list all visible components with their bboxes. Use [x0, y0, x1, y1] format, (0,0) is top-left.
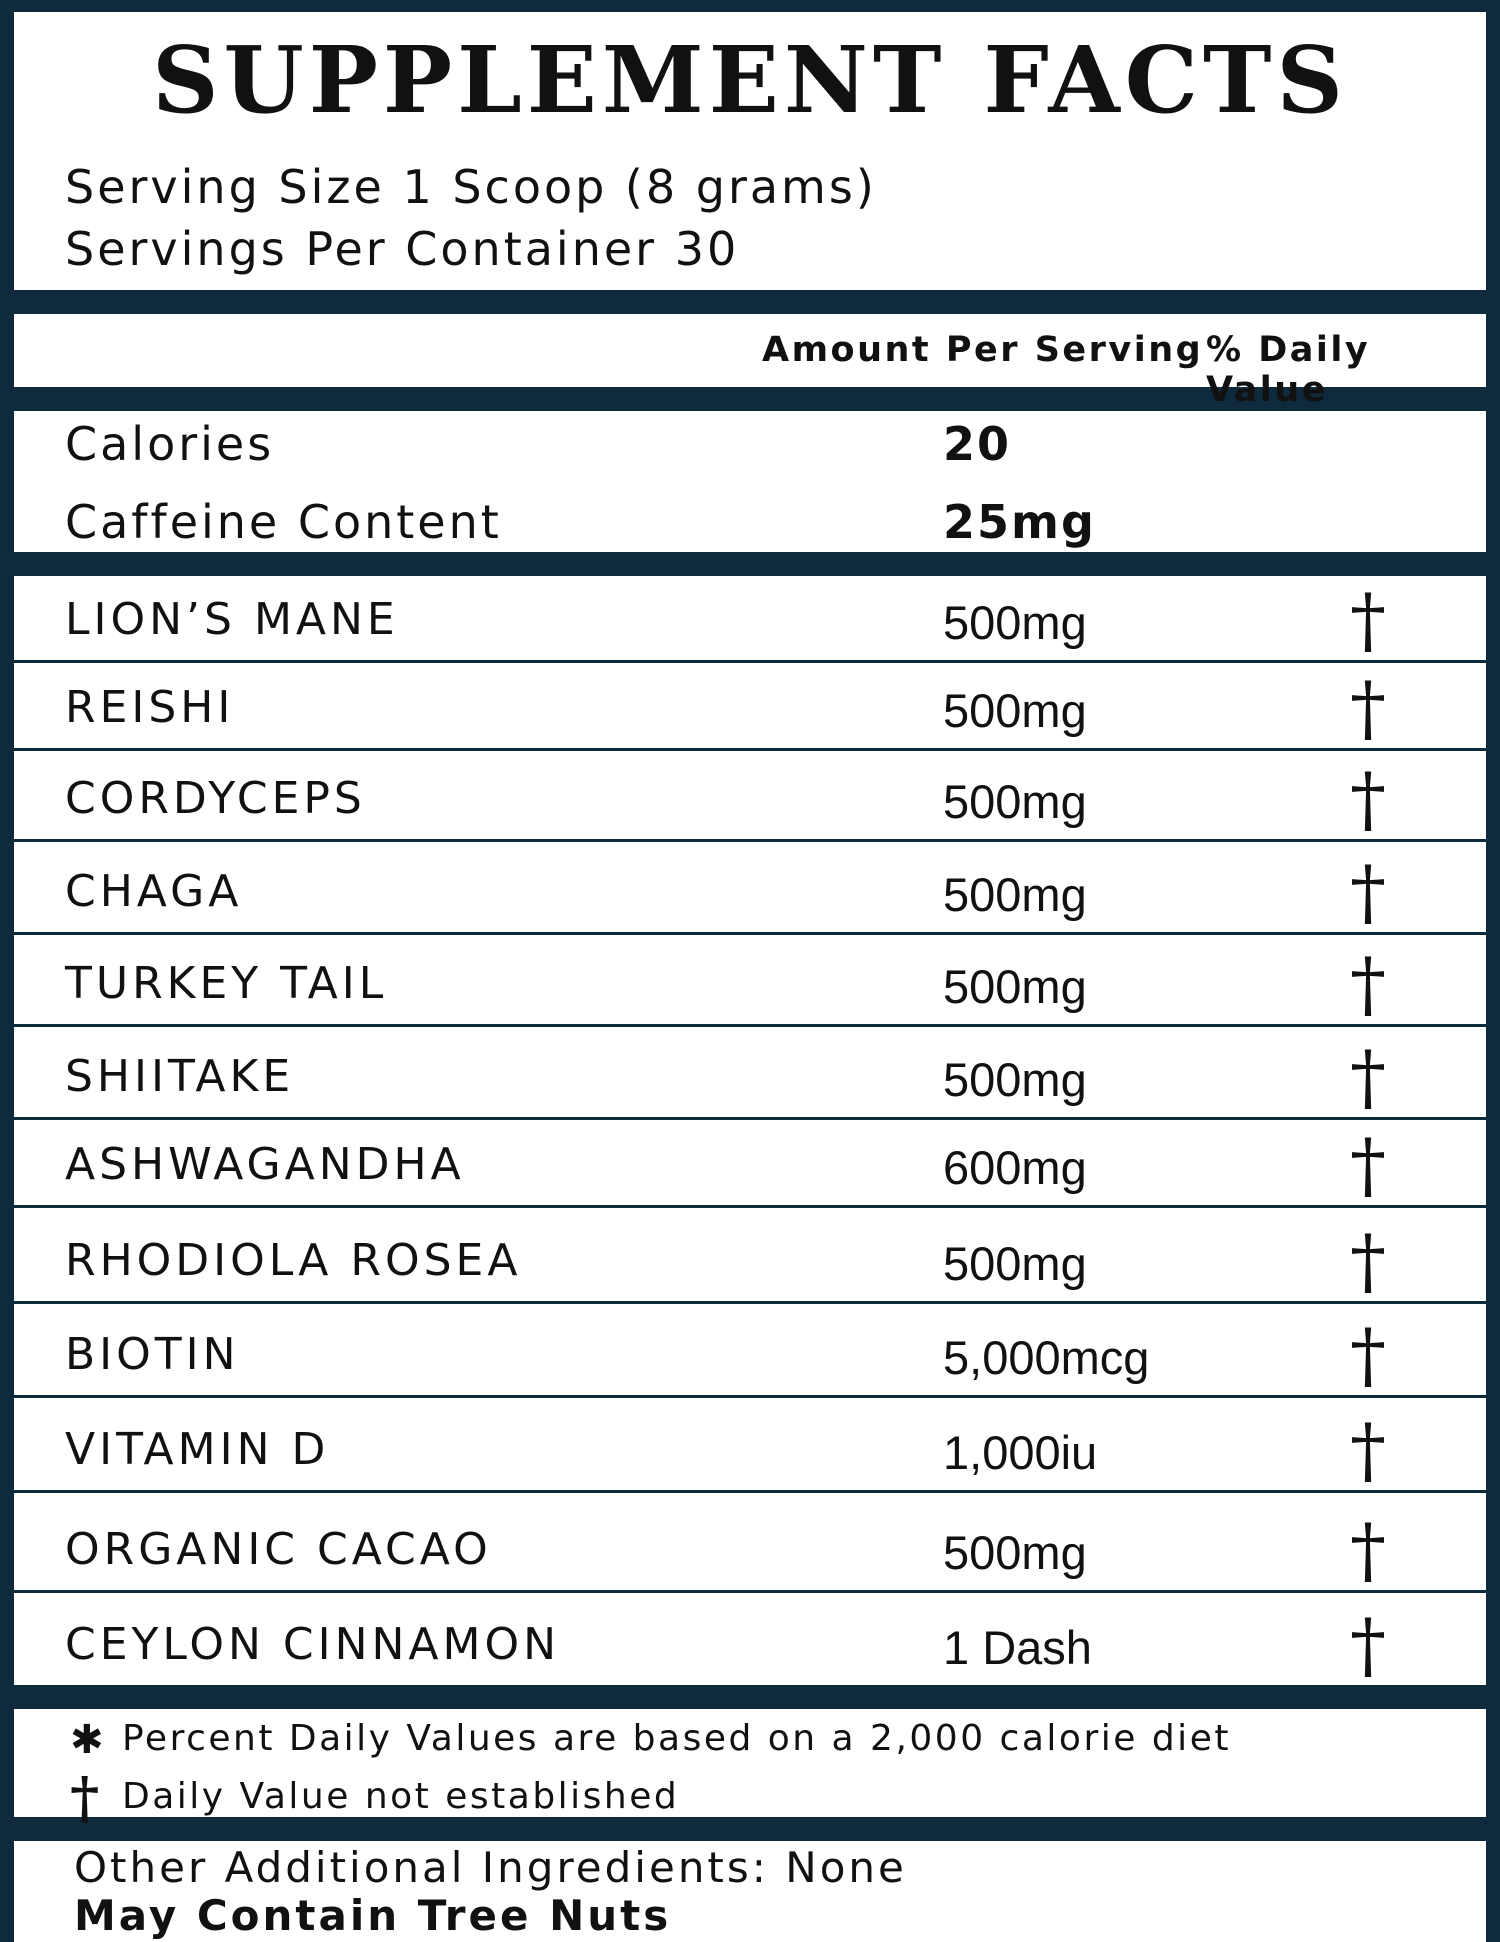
dagger-icon: †	[1350, 666, 1386, 750]
ingredient-amount: 500mg	[943, 868, 1087, 921]
dagger-icon: †	[1350, 578, 1386, 662]
label-title: SUPPLEMENT FACTS	[152, 26, 1348, 134]
ingredients-panel	[14, 576, 1486, 1685]
allergen-warning: May Contain Tree Nuts	[74, 1891, 672, 1940]
serving-size: Serving Size 1 Scoop (8 grams)	[65, 160, 877, 214]
dagger-icon: †	[70, 1765, 102, 1831]
ingredient-row	[14, 1120, 1486, 1208]
ingredient-amount: 500mg	[943, 596, 1087, 649]
ingredient-name: TURKEY TAIL	[65, 958, 388, 1009]
ingredient-row	[14, 1593, 1486, 1685]
ingredient-row	[14, 935, 1486, 1027]
caffeine-label: Caffeine Content	[65, 495, 502, 549]
ingredient-amount: 500mg	[943, 960, 1087, 1013]
dagger-icon: †	[1350, 850, 1386, 934]
ingredient-amount: 1 Dash	[943, 1621, 1092, 1674]
ingredient-name: RHODIOLA ROSEA	[65, 1235, 522, 1286]
dagger-icon: †	[1350, 1508, 1386, 1592]
ingredient-name: BIOTIN	[65, 1329, 240, 1380]
footnote-dagger-text: Daily Value not established	[122, 1776, 680, 1817]
ingredient-amount: 500mg	[943, 1237, 1087, 1290]
column-header-panel	[14, 314, 1486, 410]
dagger-icon: †	[1350, 942, 1386, 1026]
ingredient-amount: 500mg	[943, 775, 1087, 828]
calories-label: Calories	[65, 417, 275, 471]
ingredient-row	[14, 842, 1486, 935]
ingredient-row	[14, 1304, 1486, 1398]
ingredient-row	[14, 751, 1486, 842]
ingredient-amount: 500mg	[943, 684, 1087, 737]
amount-per-serving-header: Amount Per Serving	[762, 330, 1204, 370]
ingredient-row	[14, 1398, 1486, 1493]
ingredient-amount: 500mg	[943, 1053, 1087, 1106]
ingredient-name: ORGANIC CACAO	[65, 1524, 492, 1575]
dagger-icon: †	[1350, 1408, 1386, 1492]
other-ingredients: Other Additional Ingredients: None	[74, 1843, 907, 1892]
footnote-asterisk-text: Percent Daily Values are based on a 2,000 calorie diet	[122, 1718, 1231, 1759]
ingredient-name: ASHWAGANDHA	[65, 1139, 465, 1190]
caffeine-value: 25mg	[943, 495, 1096, 549]
calories-panel	[14, 411, 1486, 552]
ingredient-amount: 500mg	[943, 1526, 1087, 1579]
footnotes-panel	[14, 1709, 1486, 1831]
title-panel	[14, 12, 1486, 290]
ingredient-amount: 1,000iu	[943, 1426, 1098, 1479]
ingredient-name: SHIITAKE	[65, 1051, 295, 1102]
dagger-icon: †	[1350, 1313, 1386, 1397]
daily-value-header: % Daily Value	[1206, 330, 1371, 410]
dagger-icon: †	[1350, 1035, 1386, 1119]
asterisk-icon: ✱	[70, 1717, 107, 1763]
ingredient-name: CORDYCEPS	[65, 773, 366, 824]
ingredient-amount: 600mg	[943, 1141, 1087, 1194]
ingredient-name: REISHI	[65, 682, 235, 733]
ingredient-name: VITAMIN D	[65, 1424, 330, 1475]
ingredient-name: CHAGA	[65, 866, 243, 917]
ingredient-row	[14, 1027, 1486, 1120]
ingredient-name: LION’S MANE	[65, 594, 399, 645]
ingredient-row	[14, 1208, 1486, 1304]
calories-value: 20	[943, 417, 1012, 471]
footnote-dagger	[70, 1765, 679, 1831]
ingredient-name: CEYLON CINNAMON	[65, 1619, 561, 1670]
servings-per-container: Servings Per Container 30	[65, 222, 740, 276]
dagger-icon: †	[1350, 757, 1386, 841]
dagger-icon: †	[1350, 1123, 1386, 1207]
ingredient-row	[14, 663, 1486, 751]
ingredient-row	[14, 1493, 1486, 1593]
ingredient-row	[14, 576, 1486, 663]
ingredient-amount: 5,000mcg	[943, 1331, 1150, 1384]
other-ingredients-panel	[14, 1841, 1486, 1942]
footnote-asterisk	[70, 1717, 1231, 1763]
dagger-icon: †	[1350, 1219, 1386, 1303]
dagger-icon: †	[1350, 1603, 1386, 1687]
